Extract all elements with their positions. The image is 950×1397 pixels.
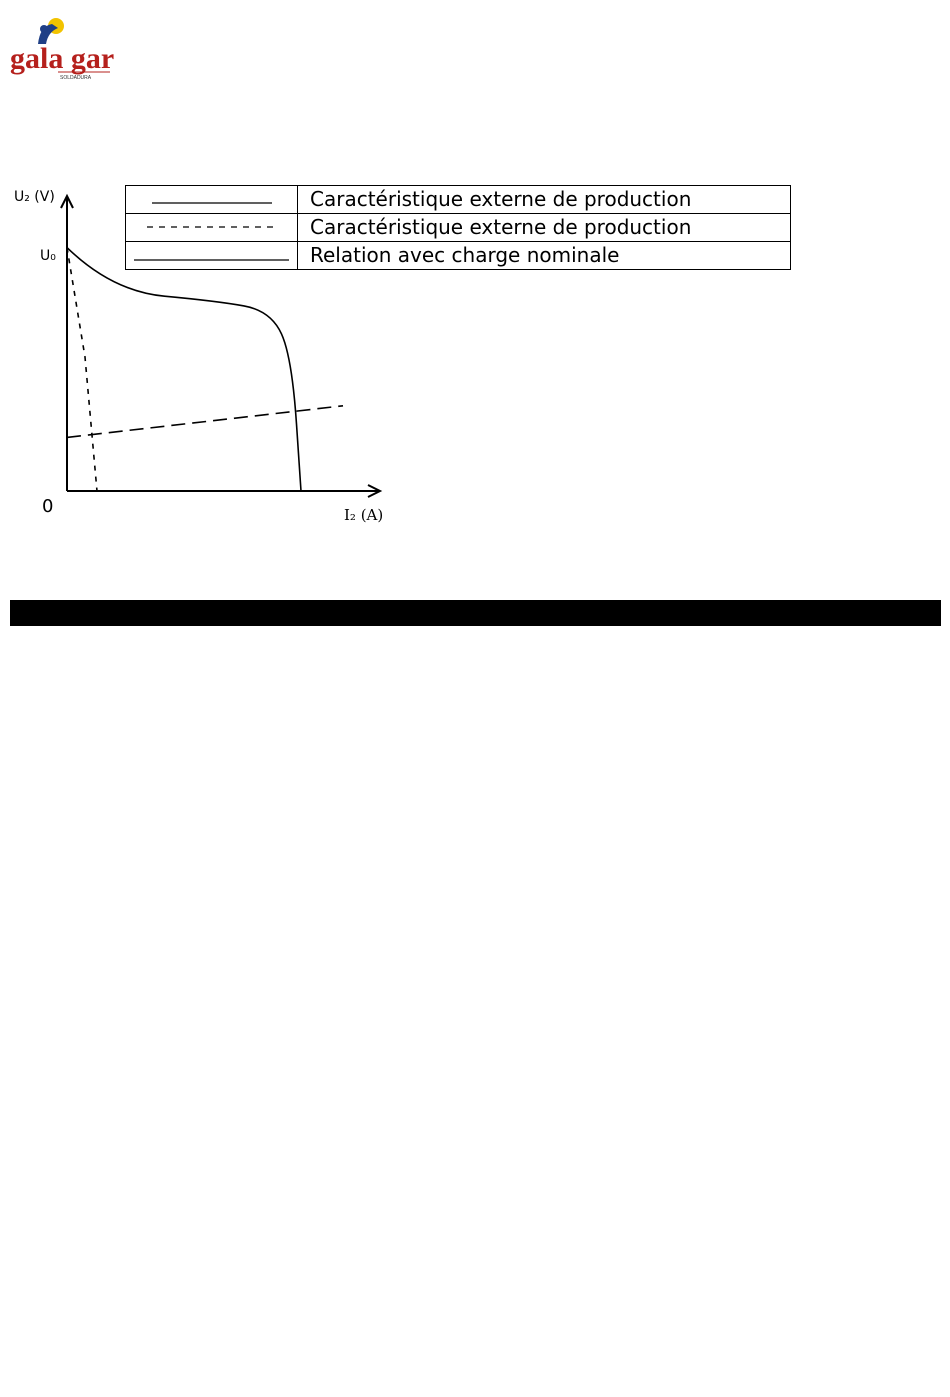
logo-name: gala gar: [10, 42, 115, 75]
section-divider-bar: [10, 600, 941, 626]
series-line-dashed: [67, 248, 97, 491]
legend-sample-solid-long: [126, 242, 298, 270]
x-axis-label: I₂ (A): [344, 506, 384, 524]
legend-row: [126, 186, 791, 214]
welder-icon: [38, 18, 64, 44]
logo-subtitle: SOLDADURA: [60, 75, 92, 81]
galagar-logo: [8, 14, 118, 84]
curves: [67, 248, 343, 491]
legend-row: [126, 242, 791, 270]
y-axis-label: U₂ (V): [14, 189, 55, 205]
legend-label: Relation avec charge nominale: [298, 242, 791, 270]
y-tick-label-u0: U₀: [40, 248, 56, 264]
legend-table: [125, 185, 791, 270]
legend-row: [126, 214, 791, 242]
legend-sample-dashed: [126, 214, 298, 242]
series-line-solid: [67, 248, 301, 491]
legend-label: Caractéristique externe de production: [298, 186, 791, 214]
legend-sample-solid: [126, 186, 298, 214]
origin-label: 0: [42, 496, 54, 517]
legend-label: Caractéristique externe de production: [298, 214, 791, 242]
series-line-long-dashed: [67, 406, 343, 438]
